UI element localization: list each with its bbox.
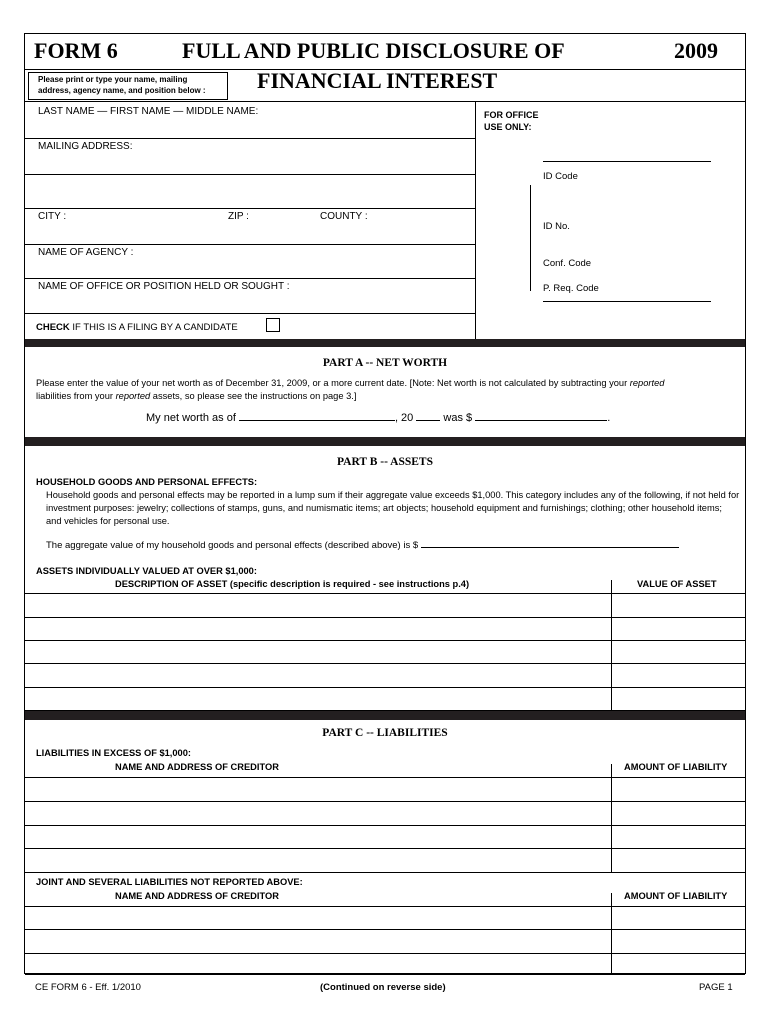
net-worth-was-label: was $ — [443, 412, 473, 424]
asset-description-header: DESCRIPTION OF ASSET (specific description is required - see instructions p.4) — [115, 579, 470, 589]
asset-value-cell[interactable] — [612, 617, 745, 640]
office-use-bottom-rule — [543, 301, 711, 302]
part-b-title: PART B -- ASSETS — [337, 456, 433, 468]
part-c-title: PART C -- LIABILITIES — [322, 727, 448, 739]
id-code-label: ID Code — [543, 171, 578, 182]
asset-description-cell[interactable] — [25, 617, 611, 640]
office-position-label: NAME OF OFFICE OR POSITION HELD OR SOUGHT : — [38, 281, 290, 292]
part-a-intro-text-2: liabilities from your — [36, 391, 116, 401]
agency-field[interactable] — [25, 244, 475, 278]
creditor-header: NAME AND ADDRESS OF CREDITOR — [115, 762, 279, 772]
household-heading: HOUSEHOLD GOODS AND PERSONAL EFFECTS: — [36, 477, 258, 487]
city-zip-county-field[interactable] — [25, 208, 475, 244]
part-b-top-bar — [25, 437, 745, 446]
liability-description-cell[interactable] — [25, 825, 611, 848]
part-a-intro-em-2: reported — [115, 391, 151, 401]
candidate-check-bold: CHECK — [36, 322, 70, 333]
liability-value-cell[interactable] — [612, 825, 745, 848]
asset-description-cell[interactable] — [25, 640, 611, 663]
field-line — [25, 313, 475, 314]
form-number: FORM 6 — [34, 38, 118, 63]
joint-amount-header: AMOUNT OF LIABILITY — [624, 891, 728, 901]
asset-value-cell[interactable] — [612, 687, 745, 710]
mailing-address-field-2[interactable] — [25, 174, 475, 208]
asset-value-cell[interactable] — [612, 593, 745, 617]
city-label: CITY : — [38, 211, 67, 222]
p-req-code-label: P. Req. Code — [543, 283, 599, 294]
form-year: 2009 — [674, 38, 718, 63]
conf-code-label: Conf. Code — [543, 258, 592, 269]
liability-description-cell[interactable] — [25, 848, 611, 872]
asset-value-cell[interactable] — [612, 640, 745, 663]
asset-description-cell[interactable] — [25, 593, 611, 617]
joint-liability-description-cell[interactable] — [25, 906, 611, 929]
office-use-top-rule — [543, 161, 711, 162]
form-title-line1: FULL AND PUBLIC DISCLOSURE OF — [182, 38, 565, 63]
office-use-bracket — [530, 185, 531, 291]
liability-value-cell[interactable] — [612, 777, 745, 801]
liability-value-cell[interactable] — [612, 801, 745, 825]
candidate-checkbox[interactable] — [266, 318, 280, 332]
liabilities-heading: LIABILITIES IN EXCESS OF $1,000: — [36, 748, 191, 758]
household-text: Household goods and personal effects may be reported in a lump sum if their aggregate value exceeds $1,000. This category includes any of the following, if not held for investment purposes: jewelry; collections of stamps, guns, and numismatic items; art objects; household equipment and furnishings; clothing; other household items; and vehicles for personal use. — [46, 490, 740, 526]
part-a-intro — [36, 377, 738, 403]
asset-value-header: VALUE OF ASSET — [637, 579, 717, 589]
net-worth-prefix: My net worth as of — [146, 412, 236, 424]
asset-description-cell[interactable] — [25, 663, 611, 687]
joint-liability-value-cell[interactable] — [612, 906, 745, 929]
joint-liability-description-cell[interactable] — [25, 929, 611, 953]
liability-description-cell[interactable] — [25, 801, 611, 825]
name-field[interactable] — [25, 101, 475, 138]
joint-creditor-header: NAME AND ADDRESS OF CREDITOR — [115, 891, 279, 901]
part-c-top-bar — [25, 711, 745, 720]
liability-value-cell[interactable] — [612, 848, 745, 872]
liability-amount-header: AMOUNT OF LIABILITY — [624, 762, 728, 772]
net-worth-amount-field[interactable] — [475, 420, 607, 421]
mailing-address-field[interactable] — [25, 138, 475, 174]
liability-description-cell[interactable] — [25, 777, 611, 801]
joint-liability-value-cell[interactable] — [612, 929, 745, 953]
footer-continued: (Continued on reverse side) — [320, 982, 446, 993]
joint-liability-row-line — [25, 974, 745, 975]
instructions-line1: Please print or type your name, mailing — [38, 75, 188, 84]
assets-heading: ASSETS INDIVIDUALLY VALUED AT OVER $1,000: — [36, 566, 257, 576]
asset-description-cell[interactable] — [25, 687, 611, 710]
part-a-intro-text-3: assets, so please see the instructions on page 3.] — [150, 391, 357, 401]
net-worth-date-field[interactable] — [239, 420, 395, 421]
footer-form-ref: CE FORM 6 - Eff. 1/2010 — [35, 982, 141, 993]
part-a-intro-text-1: Please enter the value of your net worth as of December 31, 2009, or a more current date. [Note: Net worth is not calculated by subtracting your — [36, 378, 630, 388]
office-use-title — [484, 109, 539, 133]
county-label: COUNTY : — [320, 211, 368, 222]
id-no-label: ID No. — [543, 221, 570, 232]
office-use-title-line1: FOR OFFICE — [484, 110, 539, 120]
aggregate-text: The aggregate value of my household goods and personal effects (described above) is $ — [46, 540, 419, 551]
candidate-check-label — [36, 322, 238, 333]
joint-liabilities-heading: JOINT AND SEVERAL LIABILITIES NOT REPORTED ABOVE: — [36, 877, 303, 887]
instructions-box — [28, 72, 228, 100]
liability-row-line — [25, 872, 745, 873]
part-a-intro-em-1: reported — [629, 378, 665, 388]
net-worth-year-field[interactable] — [416, 420, 440, 421]
part-a-top-bar — [25, 339, 745, 347]
form-title-line2: FINANCIAL INTEREST — [257, 68, 498, 93]
agency-label: NAME OF AGENCY : — [38, 247, 134, 258]
joint-liability-description-cell[interactable] — [25, 953, 611, 974]
name-label: LAST NAME — FIRST NAME — MIDDLE NAME: — [38, 106, 259, 117]
office-position-field[interactable] — [25, 278, 475, 313]
zip-label: ZIP : — [228, 211, 249, 222]
asset-value-cell[interactable] — [612, 663, 745, 687]
mailing-address-label: MAILING ADDRESS: — [38, 141, 133, 152]
net-worth-statement: My net worth as of , 20 was $ . — [146, 412, 611, 424]
aggregate-value-field[interactable] — [421, 547, 679, 548]
candidate-check-text: IF THIS IS A FILING BY A CANDIDATE — [72, 322, 238, 333]
joint-liability-value-cell[interactable] — [612, 953, 745, 974]
aggregate-statement — [46, 540, 679, 551]
instructions-line2: address, agency name, and position below : — [38, 86, 206, 95]
footer-page: PAGE 1 — [699, 982, 733, 993]
identity-vertical-divider — [475, 101, 476, 339]
office-use-title-line2: USE ONLY: — [484, 122, 532, 132]
net-worth-year-prefix: , 20 — [394, 412, 414, 424]
part-a-title: PART A -- NET WORTH — [322, 357, 448, 369]
